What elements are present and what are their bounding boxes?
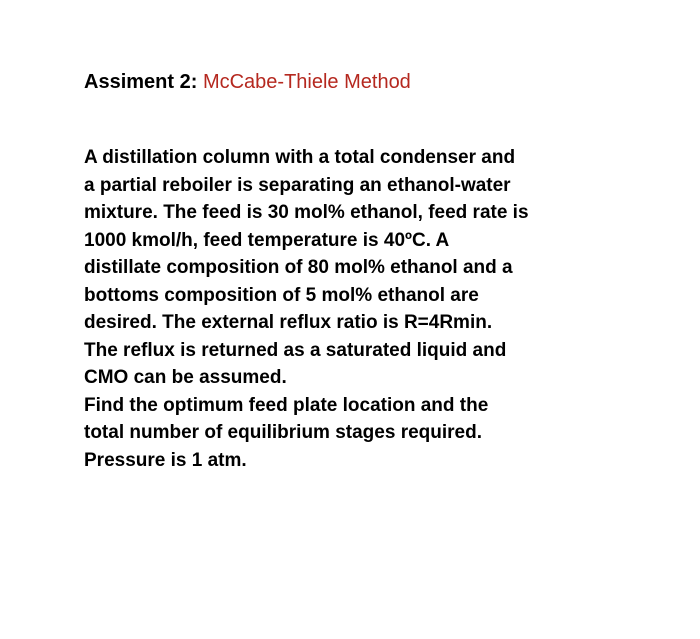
problem-line: a partial reboiler is separating an ethanol-water xyxy=(84,174,511,196)
problem-line: total number of equilibrium stages required. xyxy=(84,422,482,443)
problem-line: bottoms composition of 5 mol% ethanol are xyxy=(84,284,479,306)
problem-line: 1000 kmol/h, feed temperature is 40ºC. A xyxy=(84,229,450,251)
problem-line: desired. The external reflux ratio is R=4Rmin. xyxy=(84,312,493,333)
problem-line: Pressure is 1 atm. xyxy=(84,449,247,471)
title-prefix: Assiment 2: xyxy=(84,71,198,93)
problem-line: CMO can be assumed. xyxy=(84,367,287,388)
problem-line: The reflux is returned as a saturated liquid and xyxy=(84,339,507,361)
problem-line: mixture. The feed is 30 mol% ethanol, feed rate is xyxy=(84,202,529,223)
problem-line: distillate composition of 80 mol% ethanol and a xyxy=(84,257,513,278)
problem-line: Find the optimum feed plate location and the xyxy=(84,394,489,416)
problem-statement xyxy=(84,144,644,474)
document-title xyxy=(84,68,411,96)
problem-line: A distillation column with a total condenser and xyxy=(84,147,516,168)
title-topic: McCabe-Thiele Method xyxy=(202,71,411,93)
